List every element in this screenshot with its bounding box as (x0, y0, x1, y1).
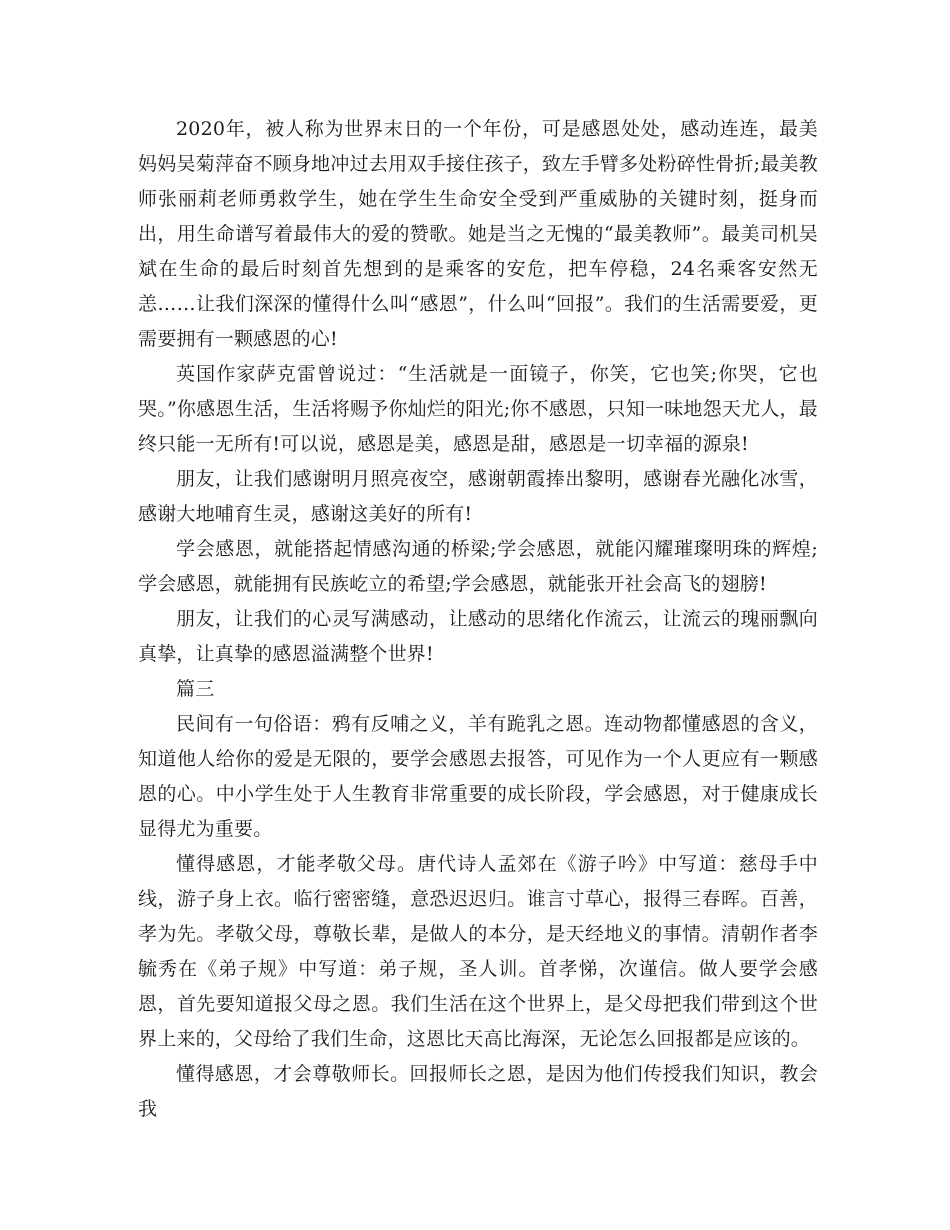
paragraph-filial-piety: 懂得感恩，才能孝敬父母。唐代诗人孟郊在《游子吟》中写道：慈母手中线，游子身上衣。临行密密缝，意恐迟迟归。谁言寸草心，报得三春晖。百善，孝为先。孝敬父母，尊敬长辈，是做人的本分，是天经地义的事情。清朝作者李毓秀在《弟子规》中写道：弟子规，圣人训。首孝悌，次谨信。做人要学会感恩，首先要知道报父母之恩。我们生活在这个世界上，是父母把我们带到这个世界上来的，父母给了我们生命，这恩比天高比海深，无论怎么回报都是应该的。 (138, 853, 818, 1050)
paragraph-2020-gratitude: 2020年，被人称为世界末日的一个年份，可是感恩处处，感动连连，最美妈妈吴菊萍奋不顾身地冲过去用双手接住孩子，致左手臂多处粉碎性骨折;最美教师张丽莉老师勇救学生，她在学生生命安全受到严重威胁的关键时刻，挺身而出，用生命谱写着最伟大的爱的赞歌。她是当之无愧的“最美教师”。最美司机吴斌在生命的最后时刻首先想到的是乘客的安危，把车停稳，24名乘客安然无恙……让我们深深的懂得什么叫“感恩”，什么叫“回报”。我们的生活需要爱，更需要拥有一颗感恩的心! (138, 118, 818, 350)
document-body (138, 112, 818, 1127)
paragraph-folk-saying: 民间有一句俗语：鸦有反哺之义，羊有跪乳之恩。连动物都懂感恩的含义，知道他人给你的爱是无限的，要学会感恩去报答，可见作为一个人更应有一颗感恩的心。中小学生处于人生教育非常重要的成长阶段，学会感恩，对于健康成长显得尤为重要。 (138, 713, 818, 840)
paragraph-respect-teachers: 懂得感恩，才会尊敬师长。回报师长之恩，是因为他们传授我们知识，教会我 (138, 1063, 818, 1120)
paragraph-learn-gratitude: 学会感恩，就能搭起情感沟通的桥梁;学会感恩，就能闪耀璀璨明珠的辉煌;学会感恩，就能拥有民族屹立的希望;学会感恩，就能张开社会高飞的翅膀! (138, 538, 818, 595)
paragraph-thank-moon: 朋友，让我们感谢明月照亮夜空，感谢朝霞捧出黎明，感谢春光融化冰雪，感谢大地哺育生灵，感谢这美好的所有! (138, 468, 818, 525)
paragraph-heart-moved: 朋友，让我们的心灵写满感动，让感动的思绪化作流云，让流云的瑰丽飘向真挚，让真挚的感恩溢满整个世界! (138, 608, 818, 665)
paragraph-thackeray-quote: 英国作家萨克雷曾说过：“生活就是一面镜子，你笑，它也笑;你哭，它也哭。”你感恩生活，生活将赐予你灿烂的阳光;你不感恩，只知一味地怨天尤人，最终只能一无所有!可以说，感恩是美，感恩是甜，感恩是一切幸福的源泉! (138, 363, 818, 455)
section-heading: 篇三 (176, 678, 215, 700)
